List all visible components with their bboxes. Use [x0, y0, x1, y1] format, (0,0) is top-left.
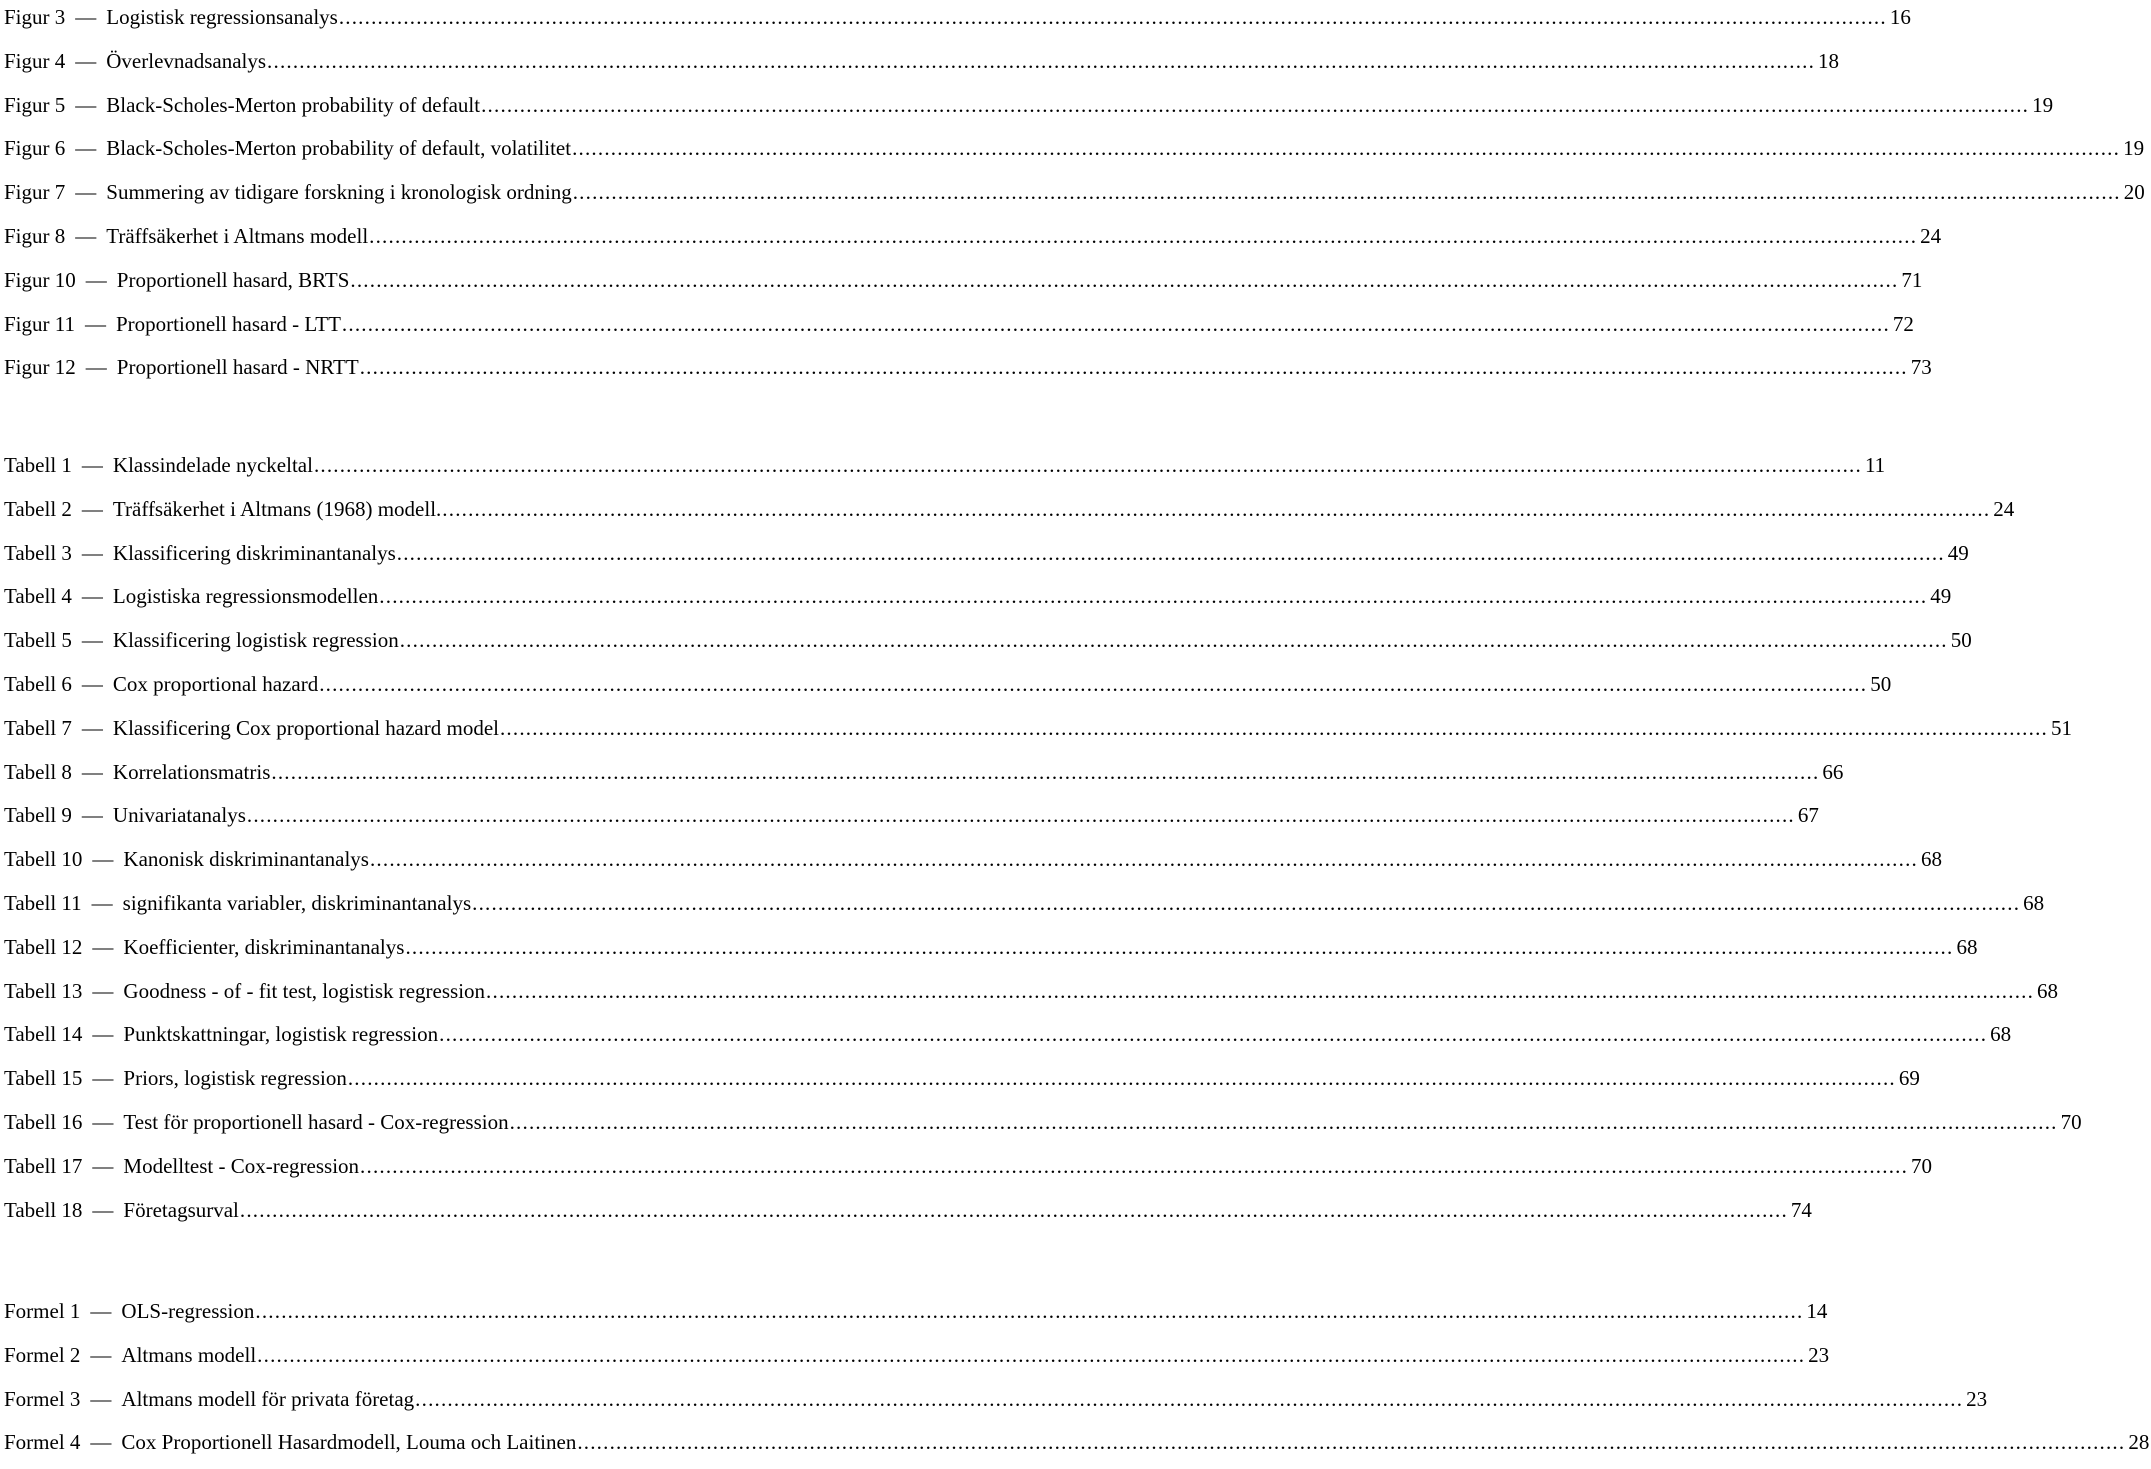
entry-title: Black-Scholes-Merton probability of default	[106, 92, 481, 117]
dot-leader: ................................................................................................................................................................................................................................................	[271, 759, 1820, 784]
entry-separator: —	[81, 759, 103, 784]
dot-leader: ................................................................................................................................................................................................................................................	[257, 1342, 1806, 1367]
dot-leader: ................................................................................................................................................................................................................................................	[350, 267, 1899, 292]
table-entry[interactable]	[0, 711, 2072, 755]
entry-page-number: 68	[2037, 978, 2059, 1003]
entry-page-number: 16	[1889, 5, 1911, 29]
figure-entry[interactable]	[0, 88, 2054, 132]
entry-label	[0, 307, 341, 341]
entry-page-number: 73	[1910, 355, 1932, 380]
figure-entry[interactable]	[0, 350, 1932, 394]
entry-page-number: 68	[1956, 934, 1978, 959]
dot-leader: ................................................................................................................................................................................................................................................	[369, 847, 1918, 872]
entry-number: Tabell 15	[4, 1066, 83, 1091]
entry-separator: —	[90, 1386, 112, 1411]
table-entry[interactable]	[0, 1105, 2082, 1149]
dot-leader: ................................................................................................................................................................................................................................................	[341, 311, 1890, 336]
entry-separator: —	[75, 223, 97, 248]
entry-title: Proportionell hasard, BRTS	[116, 267, 350, 292]
entry-separator: —	[90, 1299, 112, 1323]
entry-page-number: 74	[1790, 1197, 1812, 1222]
entry-separator: —	[84, 311, 106, 336]
entry-title: Cox Proportionell Hasardmodell, Louma och Laitinen	[121, 1430, 577, 1455]
entry-title: Cox proportional hazard	[112, 671, 319, 696]
entry-title: Logistiska regressionsmodellen	[112, 584, 379, 609]
entry-title: Klassindelade nyckeltal	[112, 453, 313, 477]
entry-label	[0, 131, 571, 165]
formula-entry[interactable]	[0, 1294, 1828, 1338]
list-of-formulas	[0, 1294, 2150, 1469]
table-entry[interactable]	[0, 798, 1819, 842]
entry-separator: —	[92, 1022, 114, 1047]
entry-title: Korrelationsmatris	[112, 759, 271, 784]
entry-number: Tabell 11	[4, 890, 82, 915]
entry-number: Tabell 13	[4, 978, 83, 1003]
entry-page-number: 50	[1870, 671, 1892, 696]
dot-leader: ................................................................................................................................................................................................................................................	[338, 5, 1887, 29]
entry-separator: —	[81, 671, 103, 696]
formula-entry[interactable]	[0, 1382, 1988, 1426]
entry-separator: —	[75, 136, 97, 161]
entry-page-number: 68	[1990, 1022, 2012, 1047]
entry-page-number: 66	[1822, 759, 1844, 784]
dot-leader: ................................................................................................................................................................................................................................................	[442, 496, 1991, 521]
entry-number: Figur 11	[4, 311, 75, 336]
entry-title: Priors, logistisk regression	[123, 1066, 347, 1091]
entry-page-number: 19	[2032, 92, 2054, 117]
entry-title: signifikanta variabler, diskriminantanalys	[122, 890, 472, 915]
entry-separator: —	[81, 803, 103, 828]
entry-label	[0, 1149, 359, 1183]
entry-page-number: 70	[1911, 1153, 1933, 1178]
entry-page-number: 68	[1920, 847, 1942, 872]
entry-label	[0, 711, 499, 745]
entry-number: Formel 2	[4, 1342, 81, 1367]
entry-number: Tabell 9	[4, 803, 72, 828]
entry-title: Summering av tidigare forskning i kronologisk ordning	[106, 180, 572, 205]
entry-label	[0, 350, 359, 384]
list-of-figures	[0, 0, 2145, 394]
entry-separator: —	[92, 934, 114, 959]
dot-leader: ................................................................................................................................................................................................................................................	[509, 1109, 2058, 1134]
entry-page-number: 18	[1818, 48, 1840, 73]
entry-label	[0, 88, 480, 122]
entry-label	[0, 1105, 509, 1139]
entry-number: Tabell 4	[4, 584, 72, 609]
entry-page-number: 11	[1864, 453, 1886, 477]
entry-number: Figur 5	[4, 92, 66, 117]
entry-title: Proportionell hasard - NRTT	[116, 355, 359, 380]
dot-leader: ................................................................................................................................................................................................................................................	[472, 890, 2021, 915]
entry-label	[0, 1193, 239, 1227]
dot-leader: ................................................................................................................................................................................................................................................	[396, 540, 1945, 565]
entry-number: Figur 7	[4, 180, 66, 205]
entry-page-number: 69	[1898, 1066, 1920, 1091]
entry-label	[0, 579, 378, 613]
entry-title: Univariatanalys	[112, 803, 246, 828]
dot-leader: ................................................................................................................................................................................................................................................	[255, 1299, 1804, 1323]
entry-title: Klassificering diskriminantanalys	[112, 540, 396, 565]
entry-label	[0, 1017, 438, 1051]
entry-number: Formel 3	[4, 1386, 81, 1411]
entry-separator: —	[92, 1109, 114, 1134]
entry-label	[0, 623, 399, 657]
entry-number: Figur 10	[4, 267, 76, 292]
entry-separator: —	[91, 890, 113, 915]
entry-title: Klassificering logistisk regression	[112, 628, 399, 653]
entry-label	[0, 175, 572, 209]
entry-title: Överlevnadsanalys	[106, 48, 267, 73]
dot-leader: ................................................................................................................................................................................................................................................	[399, 628, 1948, 653]
entry-label	[0, 1338, 256, 1372]
entry-label	[0, 536, 396, 570]
dot-leader: ................................................................................................................................................................................................................................................	[577, 1430, 2126, 1455]
table-entry[interactable]	[0, 842, 1942, 886]
entry-title: Modelltest - Cox-regression	[123, 1153, 360, 1178]
dot-leader: ................................................................................................................................................................................................................................................	[379, 584, 1928, 609]
table-entry[interactable]	[0, 579, 1952, 623]
entry-number: Figur 8	[4, 223, 66, 248]
entry-label	[0, 263, 349, 297]
entry-separator: —	[75, 180, 97, 205]
table-entry[interactable]	[0, 1061, 1920, 1105]
entry-separator: —	[81, 453, 103, 477]
entry-number: Formel 4	[4, 1430, 81, 1455]
entry-number: Formel 1	[4, 1299, 81, 1323]
entry-separator: —	[85, 267, 107, 292]
figure-entry[interactable]	[0, 175, 2145, 219]
entry-page-number: 23	[1966, 1386, 1988, 1411]
entry-separator: —	[81, 715, 103, 740]
entry-separator: —	[81, 628, 103, 653]
entry-page-number: 20	[2123, 180, 2145, 205]
entry-number: Tabell 5	[4, 628, 72, 653]
entry-title: Företagsurval	[123, 1197, 239, 1222]
dot-leader: ................................................................................................................................................................................................................................................	[313, 453, 1862, 477]
entry-label	[0, 755, 270, 789]
figure-entry[interactable]	[0, 307, 1914, 351]
entry-page-number: 24	[1993, 496, 2015, 521]
entry-separator: —	[75, 48, 97, 73]
entry-number: Tabell 8	[4, 759, 72, 784]
entry-page-number: 70	[2060, 1109, 2082, 1134]
entry-number: Tabell 3	[4, 540, 72, 565]
entry-page-number: 23	[1808, 1342, 1830, 1367]
table-entry[interactable]	[0, 667, 1892, 711]
entry-title: Klassificering Cox proportional hazard model	[112, 715, 499, 740]
entry-number: Tabell 17	[4, 1153, 83, 1178]
entry-separator: —	[81, 496, 103, 521]
dot-leader: ................................................................................................................................................................................................................................................	[415, 1386, 1964, 1411]
entry-title: Träffsäkerhet i Altmans (1968) modell.	[112, 496, 442, 521]
entry-number: Tabell 12	[4, 934, 83, 959]
entry-page-number: 28	[2128, 1430, 2150, 1455]
entry-label	[0, 448, 313, 482]
entry-title: Altmans modell	[121, 1342, 257, 1367]
entry-title: OLS-regression	[121, 1299, 255, 1323]
entry-label	[0, 886, 471, 920]
table-entry[interactable]	[0, 492, 2015, 536]
table-entry[interactable]	[0, 448, 1886, 492]
entry-page-number: 51	[2050, 715, 2072, 740]
entry-page-number: 19	[2123, 136, 2145, 161]
entry-label	[0, 219, 368, 253]
table-entry[interactable]	[0, 623, 1972, 667]
entry-label	[0, 842, 369, 876]
entry-number: Tabell 10	[4, 847, 83, 872]
entry-separator: —	[92, 847, 114, 872]
table-entry[interactable]	[0, 536, 1969, 580]
entry-page-number: 68	[2023, 890, 2045, 915]
entry-number: Figur 12	[4, 355, 76, 380]
entry-title: Goodness - of - fit test, logistisk regression	[123, 978, 486, 1003]
entry-label	[0, 1061, 347, 1095]
entry-title: Test för proportionell hasard - Cox-regression	[123, 1109, 509, 1134]
entry-title: Black-Scholes-Merton probability of default, volatilitet	[106, 136, 572, 161]
formula-entry[interactable]	[0, 1425, 2150, 1469]
dot-leader: ................................................................................................................................................................................................................................................	[360, 1153, 1909, 1178]
dot-leader: ................................................................................................................................................................................................................................................	[359, 355, 1908, 380]
entry-separator: —	[90, 1430, 112, 1455]
table-entry[interactable]	[0, 1017, 2012, 1061]
entry-separator: —	[90, 1342, 112, 1367]
dot-leader: ................................................................................................................................................................................................................................................	[347, 1066, 1896, 1091]
entry-number: Tabell 2	[4, 496, 72, 521]
entry-number: Tabell 7	[4, 715, 72, 740]
dot-leader: ................................................................................................................................................................................................................................................	[486, 978, 2035, 1003]
dot-leader: ................................................................................................................................................................................................................................................	[439, 1022, 1988, 1047]
entry-page-number: 14	[1806, 1299, 1828, 1323]
entry-title: Koefficienter, diskriminantanalys	[123, 934, 405, 959]
table-entry[interactable]	[0, 886, 2045, 930]
entry-label	[0, 1294, 254, 1328]
entry-number: Figur 3	[4, 5, 66, 29]
list-of-tables	[0, 448, 2082, 1236]
entry-label	[0, 1382, 414, 1416]
entry-separator: —	[92, 978, 114, 1003]
entry-page-number: 72	[1892, 311, 1914, 336]
entry-separator: —	[85, 355, 107, 380]
table-entry[interactable]	[0, 1193, 1812, 1237]
entry-separator: —	[92, 1197, 114, 1222]
formula-entry[interactable]	[0, 1338, 1830, 1382]
table-entry[interactable]	[0, 755, 1844, 799]
entry-page-number: 67	[1797, 803, 1819, 828]
entry-number: Figur 6	[4, 136, 66, 161]
table-entry[interactable]	[0, 1149, 1933, 1193]
entry-number: Tabell 6	[4, 671, 72, 696]
entry-page-number: 24	[1920, 223, 1942, 248]
table-entry[interactable]	[0, 974, 2059, 1018]
entry-separator: —	[81, 584, 103, 609]
entry-separator: —	[81, 540, 103, 565]
entry-label	[0, 0, 338, 34]
entry-page-number: 50	[1950, 628, 1972, 653]
entry-number: Tabell 18	[4, 1197, 83, 1222]
dot-leader: ................................................................................................................................................................................................................................................	[405, 934, 1954, 959]
entry-title: Proportionell hasard - LTT	[115, 311, 341, 336]
dot-leader: ................................................................................................................................................................................................................................................	[481, 92, 2030, 117]
entry-label	[0, 44, 266, 78]
entry-page-number: 71	[1901, 267, 1923, 292]
entry-label	[0, 930, 404, 964]
figure-entry[interactable]	[0, 0, 1911, 44]
entry-separator: —	[92, 1066, 114, 1091]
dot-leader: ................................................................................................................................................................................................................................................	[572, 180, 2121, 205]
entry-number: Tabell 16	[4, 1109, 83, 1134]
entry-label	[0, 1425, 576, 1459]
dot-leader: ................................................................................................................................................................................................................................................	[572, 136, 2121, 161]
entry-title: Träffsäkerhet i Altmans modell	[106, 223, 369, 248]
entry-separator: —	[75, 5, 97, 29]
dot-leader: ................................................................................................................................................................................................................................................	[499, 715, 2048, 740]
entry-label	[0, 974, 485, 1008]
entry-title: Kanonisk diskriminantanalys	[123, 847, 369, 872]
figure-entry[interactable]	[0, 131, 2145, 175]
entry-number: Figur 4	[4, 48, 66, 73]
entry-label	[0, 667, 318, 701]
entry-title: Punktskattningar, logistisk regression	[123, 1022, 439, 1047]
entry-label	[0, 492, 441, 526]
figure-entry[interactable]	[0, 44, 1840, 88]
entry-separator: —	[92, 1153, 114, 1178]
entry-number: Tabell 1	[4, 453, 72, 477]
entry-title: Altmans modell för privata företag	[121, 1386, 415, 1411]
entry-number: Tabell 14	[4, 1022, 83, 1047]
table-entry[interactable]	[0, 930, 1978, 974]
dot-leader: ................................................................................................................................................................................................................................................	[239, 1197, 1788, 1222]
dot-leader: ................................................................................................................................................................................................................................................	[319, 671, 1868, 696]
entry-page-number: 49	[1947, 540, 1969, 565]
figure-entry[interactable]	[0, 263, 1923, 307]
dot-leader: ................................................................................................................................................................................................................................................	[369, 223, 1918, 248]
entry-title: Logistisk regressionsanalys	[106, 5, 338, 29]
entry-label	[0, 798, 246, 832]
figure-entry[interactable]	[0, 219, 1942, 263]
entry-separator: —	[75, 92, 97, 117]
dot-leader: ................................................................................................................................................................................................................................................	[246, 803, 1795, 828]
dot-leader: ................................................................................................................................................................................................................................................	[267, 48, 1816, 73]
entry-page-number: 49	[1930, 584, 1952, 609]
